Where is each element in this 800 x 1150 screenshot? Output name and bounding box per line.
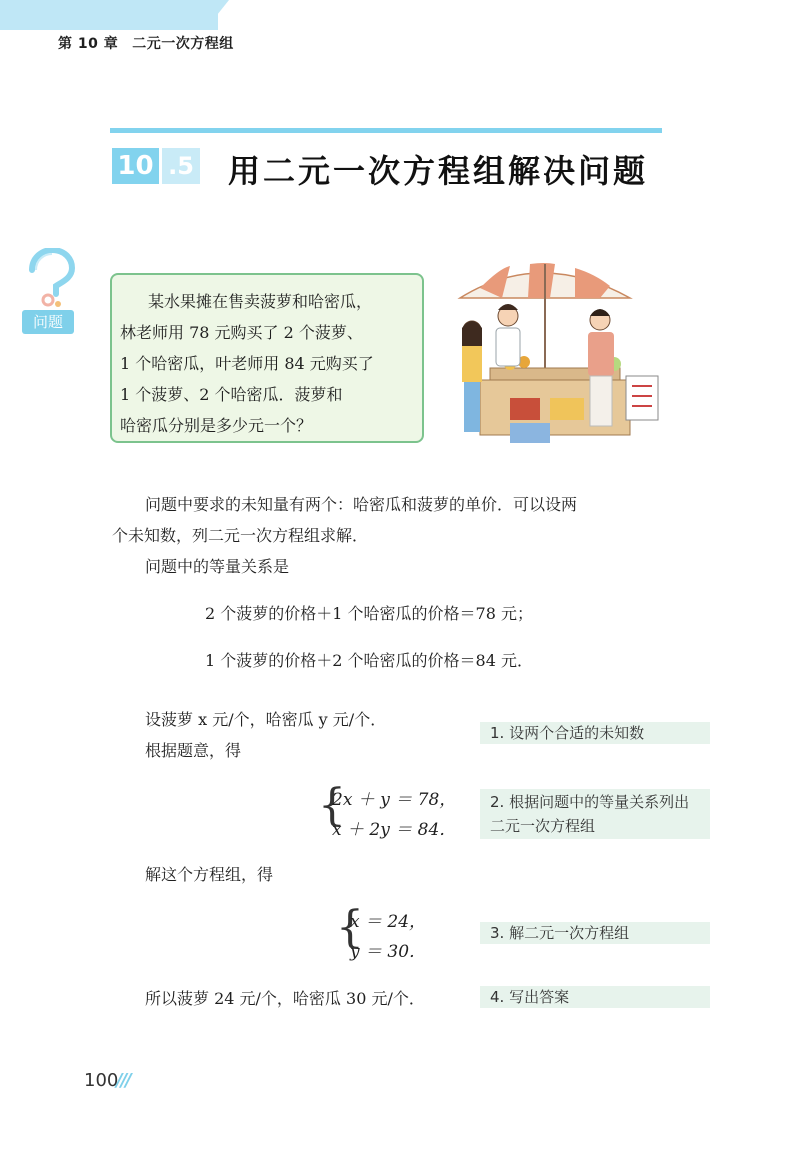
step-2-line1: 2. 根据问题中的等量关系列出 bbox=[490, 793, 690, 811]
relation-line: 1 个菠萝的价格＋2 个哈密瓜的价格＝84 元． bbox=[205, 651, 533, 670]
equation-1: 2x ＋ y ＝ 78， bbox=[332, 790, 457, 810]
chapter-title: 二元一次方程组 bbox=[132, 36, 234, 52]
problem-box bbox=[110, 273, 424, 443]
problem-line: 1 个菠萝、2 个哈密瓜．菠萝和 bbox=[120, 385, 343, 404]
header-band-slant bbox=[205, 0, 229, 30]
page-number: 100 bbox=[84, 1070, 119, 1091]
page-number-mark: /// bbox=[116, 1070, 130, 1091]
step-3: 3. 解二元一次方程组 bbox=[480, 922, 710, 944]
section-number-minor: .5 bbox=[162, 148, 200, 184]
solve-line: 解这个方程组，得 bbox=[145, 865, 274, 884]
solution-y: y ＝ 30． bbox=[350, 942, 427, 962]
relation-intro: 问题中的等量关系是 bbox=[145, 557, 290, 576]
section-number bbox=[112, 148, 200, 184]
step-2-line2: 二元一次方程组 bbox=[490, 817, 596, 835]
solution-x: x ＝ 24， bbox=[350, 912, 427, 932]
problem-line: 1 个哈密瓜，叶老师用 84 元购买了 bbox=[120, 354, 374, 373]
fruit-stall-illustration bbox=[450, 258, 670, 458]
step-2 bbox=[480, 789, 710, 839]
equation-2: x ＋ 2y ＝ 84． bbox=[332, 820, 457, 840]
chapter-label: 第 10 章 bbox=[58, 36, 119, 52]
equation-brace: { bbox=[318, 780, 346, 831]
step-1: 1. 设两个合适的未知数 bbox=[480, 722, 710, 744]
solution-brace: { bbox=[336, 902, 364, 953]
chapter-header bbox=[58, 33, 234, 53]
relation-line: 2 个菠萝的价格＋1 个哈密瓜的价格＝78 元； bbox=[205, 604, 533, 623]
step-4: 4. 写出答案 bbox=[480, 986, 710, 1008]
problem-line: 哈密瓜分别是多少元一个？ bbox=[120, 416, 313, 435]
section-title: 用二元一次方程组解决问题 bbox=[228, 152, 649, 190]
by-meaning-line: 根据题意，得 bbox=[145, 741, 242, 760]
let-line: 设菠萝 x 元/个，哈密瓜 y 元/个． bbox=[145, 710, 387, 729]
problem-line: 某水果摊在售卖菠萝和哈密瓜， bbox=[148, 292, 373, 311]
answer-line: 所以菠萝 24 元/个，哈密瓜 30 元/个． bbox=[145, 989, 425, 1008]
header-band bbox=[0, 0, 218, 30]
intro-line: 问题中要求的未知量有两个：哈密瓜和菠萝的单价．可以设两 bbox=[145, 495, 578, 514]
section-number-major: 10 bbox=[112, 148, 159, 184]
section-title-rule bbox=[110, 128, 662, 133]
intro-line: 个未知数，列二元一次方程组求解． bbox=[112, 526, 369, 545]
question-badge: 问题 bbox=[22, 310, 74, 334]
question-mark-icon bbox=[22, 248, 78, 310]
problem-line: 林老师用 78 元购买了 2 个菠萝、 bbox=[120, 323, 363, 342]
